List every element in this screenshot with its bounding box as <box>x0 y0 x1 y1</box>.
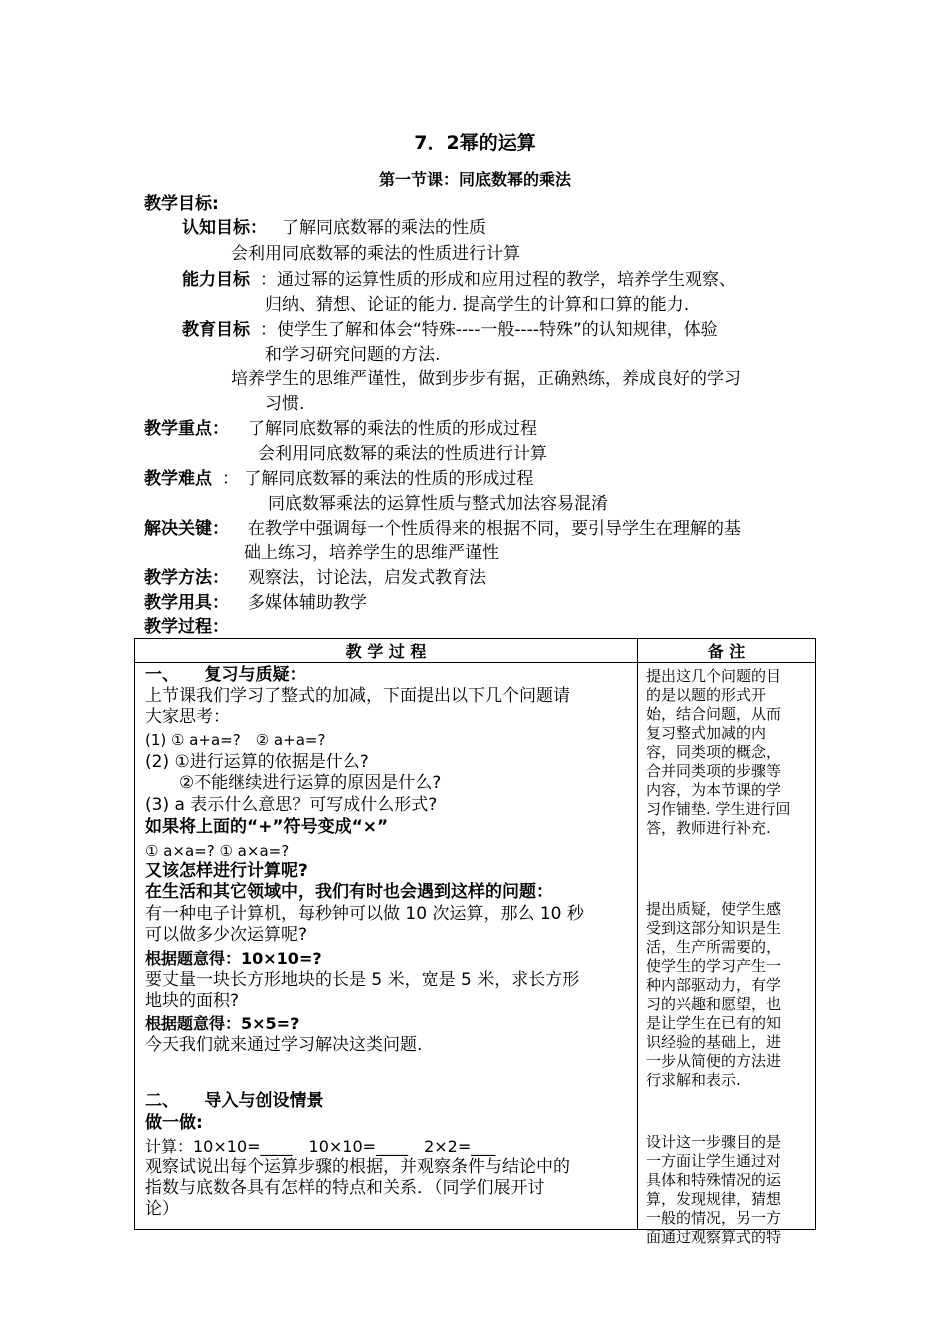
education-line-4: 习惯. <box>265 394 305 414</box>
note-line: 活，生产所需要的， <box>646 938 782 956</box>
note-line: 受到这部分知识是生 <box>646 919 782 937</box>
main-line: ① a×a=? ① a×a=? <box>145 842 290 860</box>
difficulties-line-1: ： 了解同底数幂的乘法的性质的形成过程 <box>222 469 534 489</box>
page-title: 7．2幂的运算 <box>414 132 536 154</box>
note-line: 始，结合问题，从而 <box>646 705 782 723</box>
main-line: 根据题意得：5×5=? <box>145 1014 300 1033</box>
column-header-process: 教 学 过 程 <box>135 639 638 663</box>
process-cell <box>135 663 637 1229</box>
note-line: 种内部驱动力，有学 <box>646 976 782 994</box>
main-line: 在生活和其它领域中，我们有时也会遇到这样的问题： <box>145 882 553 902</box>
method-label: 教学方法： <box>144 568 229 588</box>
solution-line-1: 在教学中强调每一个性质得来的根据不同，要引导学生在理解的基 <box>248 519 741 539</box>
solution-line-2: 础上练习，培养学生的思维严谨性 <box>244 543 499 563</box>
main-line: 做一做: <box>145 1113 203 1133</box>
note-line: 内容，为本节课的学 <box>646 781 782 799</box>
main-line: 要丈量一块长方形地块的长是 5 米，宽是 5 米，求长方形 <box>145 970 580 990</box>
education-line-2: 和学习研究问题的方法. <box>265 345 441 365</box>
section-2-heading: 二、 导入与创设情景 <box>145 1091 324 1111</box>
key-points-label: 教学重点： <box>144 419 229 439</box>
main-line: 上节课我们学习了整式的加减，下面提出以下几个问题请 <box>145 686 570 706</box>
column-header-notes: 备 注 <box>638 639 816 663</box>
note-line: 算，发现规律，猜想 <box>646 1190 782 1208</box>
notes-cell <box>638 663 815 1246</box>
solution-label: 解决关键： <box>144 519 229 539</box>
main-line: 今天我们就来通过学习解决这类问题. <box>145 1035 423 1055</box>
education-line-3: 培养学生的思维严谨性，做到步步有据，正确熟练，养成良好的学习 <box>231 369 741 389</box>
main-line: (2) ①进行运算的依据是什么? <box>145 752 369 772</box>
cognitive-line-2: 会利用同底数幂的乘法的性质进行计算 <box>231 244 520 264</box>
main-line: 计算：10×10=____ 10×10=____ 2×2=___ <box>145 1137 496 1156</box>
tools-text: 多媒体辅助教学 <box>248 593 367 613</box>
ability-line-1: ：通过幂的运算性质的形成和应用过程的教学，培养学生观察、 <box>260 270 736 290</box>
cognitive-label: 认知目标： <box>182 218 267 238</box>
main-line: 大家思考： <box>145 707 230 727</box>
process-label: 教学过程： <box>144 617 229 637</box>
main-line: (3) a 表示什么意思？可写成什么形式? <box>145 795 438 815</box>
note-line: 一方面让学生通过对 <box>646 1152 782 1170</box>
education-label: 教育目标 <box>182 320 250 340</box>
main-line: (1) ① a+a=? ② a+a=? <box>145 731 326 749</box>
note-line: 使学生的学习产生一 <box>646 957 782 975</box>
tools-label: 教学用具： <box>144 593 229 613</box>
lesson-subtitle: 第一节课：同底数幂的乘法 <box>378 170 571 189</box>
education-line-1: ：使学生了解和体会“特殊----一般----特殊”的认知规律，体验 <box>260 320 718 340</box>
main-line: 地块的面积? <box>145 991 240 1011</box>
ability-label: 能力目标 <box>182 270 250 290</box>
main-line: 指数与底数各具有怎样的特点和关系．（同学们展开讨 <box>145 1178 545 1198</box>
note-line: 一步从简便的方法进 <box>646 1052 782 1070</box>
note-line: 复习整式加减的内 <box>646 724 767 742</box>
note-line: 容，同类项的概念， <box>646 743 782 761</box>
note-line: 是让学生在已有的知 <box>646 1014 782 1032</box>
note-line: 答，教师进行补充. <box>646 819 771 837</box>
main-line: 观察试说出每个运算步骤的根据，并观察条件与结论中的 <box>145 1157 570 1177</box>
key-points-line-2: 会利用同底数幂的乘法的性质进行计算 <box>258 444 547 464</box>
method-text: 观察法，讨论法，启发式教育法 <box>248 568 486 588</box>
goals-heading: 教学目标: <box>144 194 219 214</box>
difficulties-label: 教学难点 <box>144 469 212 489</box>
difficulties-line-2: 同底数幂乘法的运算性质与整式加法容易混淆 <box>268 494 608 514</box>
note-line: 设计这一步骤目的是 <box>646 1133 782 1151</box>
note-line: 面通过观察算式的特 <box>646 1228 782 1246</box>
main-line: 根据题意得：10×10=? <box>145 949 322 968</box>
process-table <box>134 638 816 1246</box>
main-line: 有一种电子计算机，每秒钟可以做 10 次运算，那么 10 秒 <box>145 904 584 924</box>
main-line: 如果将上面的“+”符号变成“×” <box>145 817 389 837</box>
note-line: 一般的情况，另一方 <box>646 1209 782 1227</box>
note-line: 提出这几个问题的目 <box>646 667 782 685</box>
note-line: 识经验的基础上，进 <box>646 1033 782 1051</box>
main-line: 可以做多少次运算呢? <box>145 925 308 945</box>
main-line: 又该怎样进行计算呢? <box>145 861 308 881</box>
ability-line-2: 归纳、猜想、论证的能力. 提高学生的计算和口算的能力. <box>265 295 690 315</box>
note-line: 合并同类项的步骤等 <box>646 762 782 780</box>
note-line: 的是以题的形式开 <box>646 686 767 704</box>
note-line: 习作铺垫. 学生进行回 <box>646 800 791 818</box>
cognitive-line-1: 了解同底数幂的乘法的性质 <box>282 218 486 238</box>
section-1-heading: 一、 复习与质疑： <box>145 665 307 685</box>
note-line: 习的兴趣和愿望，也 <box>646 995 782 1013</box>
note-line: 行求解和表示. <box>646 1071 741 1089</box>
main-line: 论） <box>145 1199 179 1219</box>
key-points-line-1: 了解同底数幂的乘法的性质的形成过程 <box>248 419 537 439</box>
main-line: ②不能继续进行运算的原因是什么? <box>145 773 442 793</box>
note-line: 具体和特殊情况的运 <box>646 1171 782 1189</box>
note-line: 提出质疑，使学生感 <box>646 900 782 918</box>
